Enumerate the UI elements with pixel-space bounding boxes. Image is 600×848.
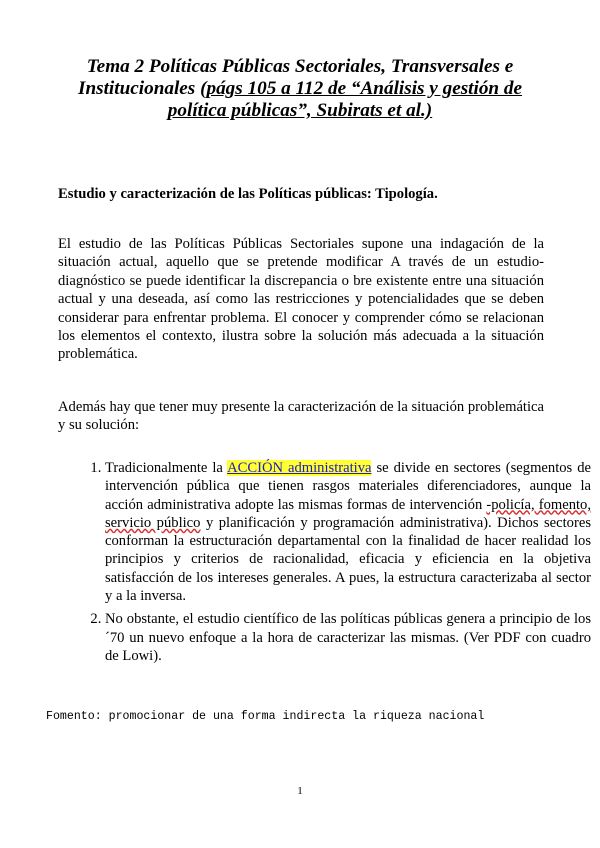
section-heading: Estudio y caracterización de las Políticas públicas: Tipología. <box>58 186 438 202</box>
list-item: 2. No obstante, el estudio científico de las políticas públicas genera a principio de los ´70 un nuevo enfoque a la hora de caracterizar las mismas. (Ver PDF con cuadro de Lowi). <box>105 610 591 665</box>
page-number: 1 <box>297 785 303 797</box>
list-item-1-post: y planificación y programación administrativa). Dichos sectores conforman la estructuración departamental con la finalidad de hacer realidad los principios y criterios de racionalidad, eficacia y eficiencia en la objetiva satisfacción de los intereses generales. A pues, la estructura caracterizaba al sector y a la inversa. <box>105 514 591 605</box>
typed-note: Fomento: promocionar de una forma indirecta la riqueza nacional <box>46 710 485 723</box>
paragraph-characterization: Además hay que tener muy presente la caracterización de la situación problemática y su solución: <box>58 399 544 434</box>
document-title <box>58 56 542 122</box>
title-plain-part: Tema 2 Políticas Públicas Sectoriales, Transversales e Institucionales ( <box>77 56 514 99</box>
paragraph-study: El estudio de las Políticas Públicas Sectoriales supone una indagación de la situación actual, aquello que se pretende modificar A través de un estudio-diagnóstico se puede identificar la discrepancia o bre existente entre una situación actual y una deseada, así como las restricciones y potencialidades que se deben considerar para enfrentar problema. El conocer y comprender cómo se relacionan los elementos el contexto, ilustra sobre la solución más adecuada a la situación problemática. <box>58 236 544 363</box>
list-item <box>105 459 591 605</box>
list-item-1-pre: Tradicionalmente la <box>105 460 228 476</box>
title-underlined-part: págs 105 a 112 de “Análisis y gestión de política públicas”, Subirats et al.) <box>167 78 523 121</box>
highlighted-link[interactable]: ACCIÓN administrativa <box>227 460 372 476</box>
numbered-list <box>58 459 591 670</box>
list-item-1-mid: se divide en sectores (segmentos de intervención pública que tienen rasgos materiales diferenciadores, aunque la acción administrativa adopte las mismas formas de intervención <box>105 460 591 513</box>
spellcheck-underlined-text: -policía, fomento, servicio público <box>105 496 592 531</box>
